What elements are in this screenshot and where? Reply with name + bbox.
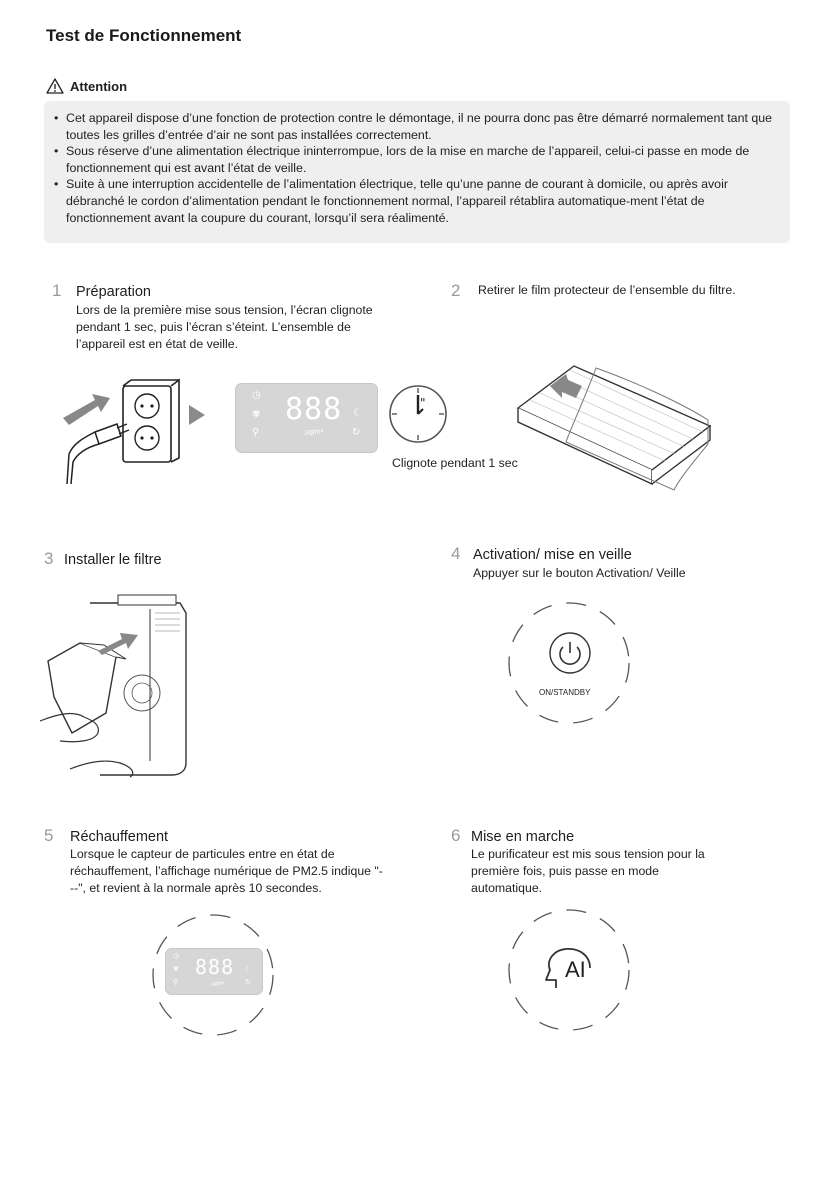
attention-label: Attention <box>70 78 128 94</box>
attention-item: • Suite à une interruption accidentelle de l’alimentation électrique, telle qu’une panne de courant à domicile, ou après avoir débranché le cordon d’alimentation pendant le fonctionnement normal, l’appareil rétablira automatique-ment l’état de fonctionnement avant la coupure du courant, lorsqu’il sera réalimenté. <box>54 176 776 226</box>
power-plug-illustration <box>55 378 185 486</box>
attention-item: • Cet appareil dispose d’une fonction de protection contre le démontage, il ne pourra donc pas être démarré normalement tant que toutes les grilles d’entrée d’air ne sont pas installées correctement. <box>54 110 776 143</box>
filter-reset-icon: ↻ <box>245 979 251 986</box>
clock-icon <box>387 383 449 445</box>
timer-icon: ◷ <box>252 390 261 401</box>
control-panel-display <box>235 383 378 453</box>
step-6-title: Mise en marche <box>471 829 575 845</box>
blink-caption: Clignote pendant 1 sec <box>392 456 518 470</box>
step-6-text: Le purificateur est mis sous tension pour la première fois, puis passe en mode automatique. <box>471 847 705 895</box>
page-title: Test de Fonctionnement <box>46 26 242 45</box>
filter-reset-icon: ↻ <box>352 427 361 438</box>
step-5-number: 5 <box>44 826 54 845</box>
step-1-title: Préparation <box>76 284 151 300</box>
lock-icon: ⚲ <box>252 427 260 438</box>
pm25-unit: μg/m³ <box>305 429 324 436</box>
fan-icon: ✾ <box>173 966 179 973</box>
filter-film-illustration <box>510 360 715 495</box>
arrow-right-icon <box>188 404 206 426</box>
pm25-digits: 888 <box>285 392 343 427</box>
fan-icon: ✾ <box>252 409 261 420</box>
power-icon[interactable] <box>548 631 592 675</box>
timer-icon: ◷ <box>173 953 180 960</box>
step-1-text: Lors de la première mise sous tension, l’écran clignote pendant 1 sec, puis l’écran s’éteint. L’ensemble de l’appareil est en état de veille. <box>76 303 373 351</box>
step-6-number: 6 <box>451 826 461 845</box>
step-4-number: 4 <box>451 544 461 563</box>
sleep-icon: ☾ <box>245 966 252 973</box>
lock-icon: ⚲ <box>173 979 179 986</box>
warning-icon <box>46 78 64 94</box>
step-5-title: Réchauffement <box>70 829 169 845</box>
install-filter-illustration <box>40 593 195 778</box>
step-2-number: 2 <box>451 281 461 300</box>
step-3-title: Installer le filtre <box>64 552 162 568</box>
pm25-digits: 888 <box>195 955 235 979</box>
svg-text:": " <box>420 396 426 410</box>
step-4-text: Appuyer sur le bouton Activation/ Veille <box>473 566 686 580</box>
warmup-display <box>165 948 263 995</box>
step-1-number: 1 <box>52 281 62 300</box>
step-4-title: Activation/ mise en veille <box>473 547 632 563</box>
step-5-text: Lorsque le capteur de particules entre en état de réchauffement, l’affichage numérique de PM2.5 indique "---", et revient à la normale après 10 secondes. <box>70 847 383 895</box>
ai-label: AI <box>565 957 586 982</box>
attention-item: • Sous réserve d’une alimentation électrique ininterrompue, lors de la mise en marche de l’appareil, celui-ci passe en mode de fonctionnement qui est avant l’état de veille. <box>54 143 776 176</box>
step-3-number: 3 <box>44 549 54 568</box>
pm25-unit: μg/m³ <box>211 981 224 987</box>
attention-panel <box>44 101 790 243</box>
attention-heading <box>46 78 127 94</box>
sleep-icon: ☾ <box>353 408 362 419</box>
step-2-text: Retirer le film protecteur de l’ensemble du filtre. <box>478 283 736 297</box>
power-label: ON/STANDBY <box>539 688 591 697</box>
